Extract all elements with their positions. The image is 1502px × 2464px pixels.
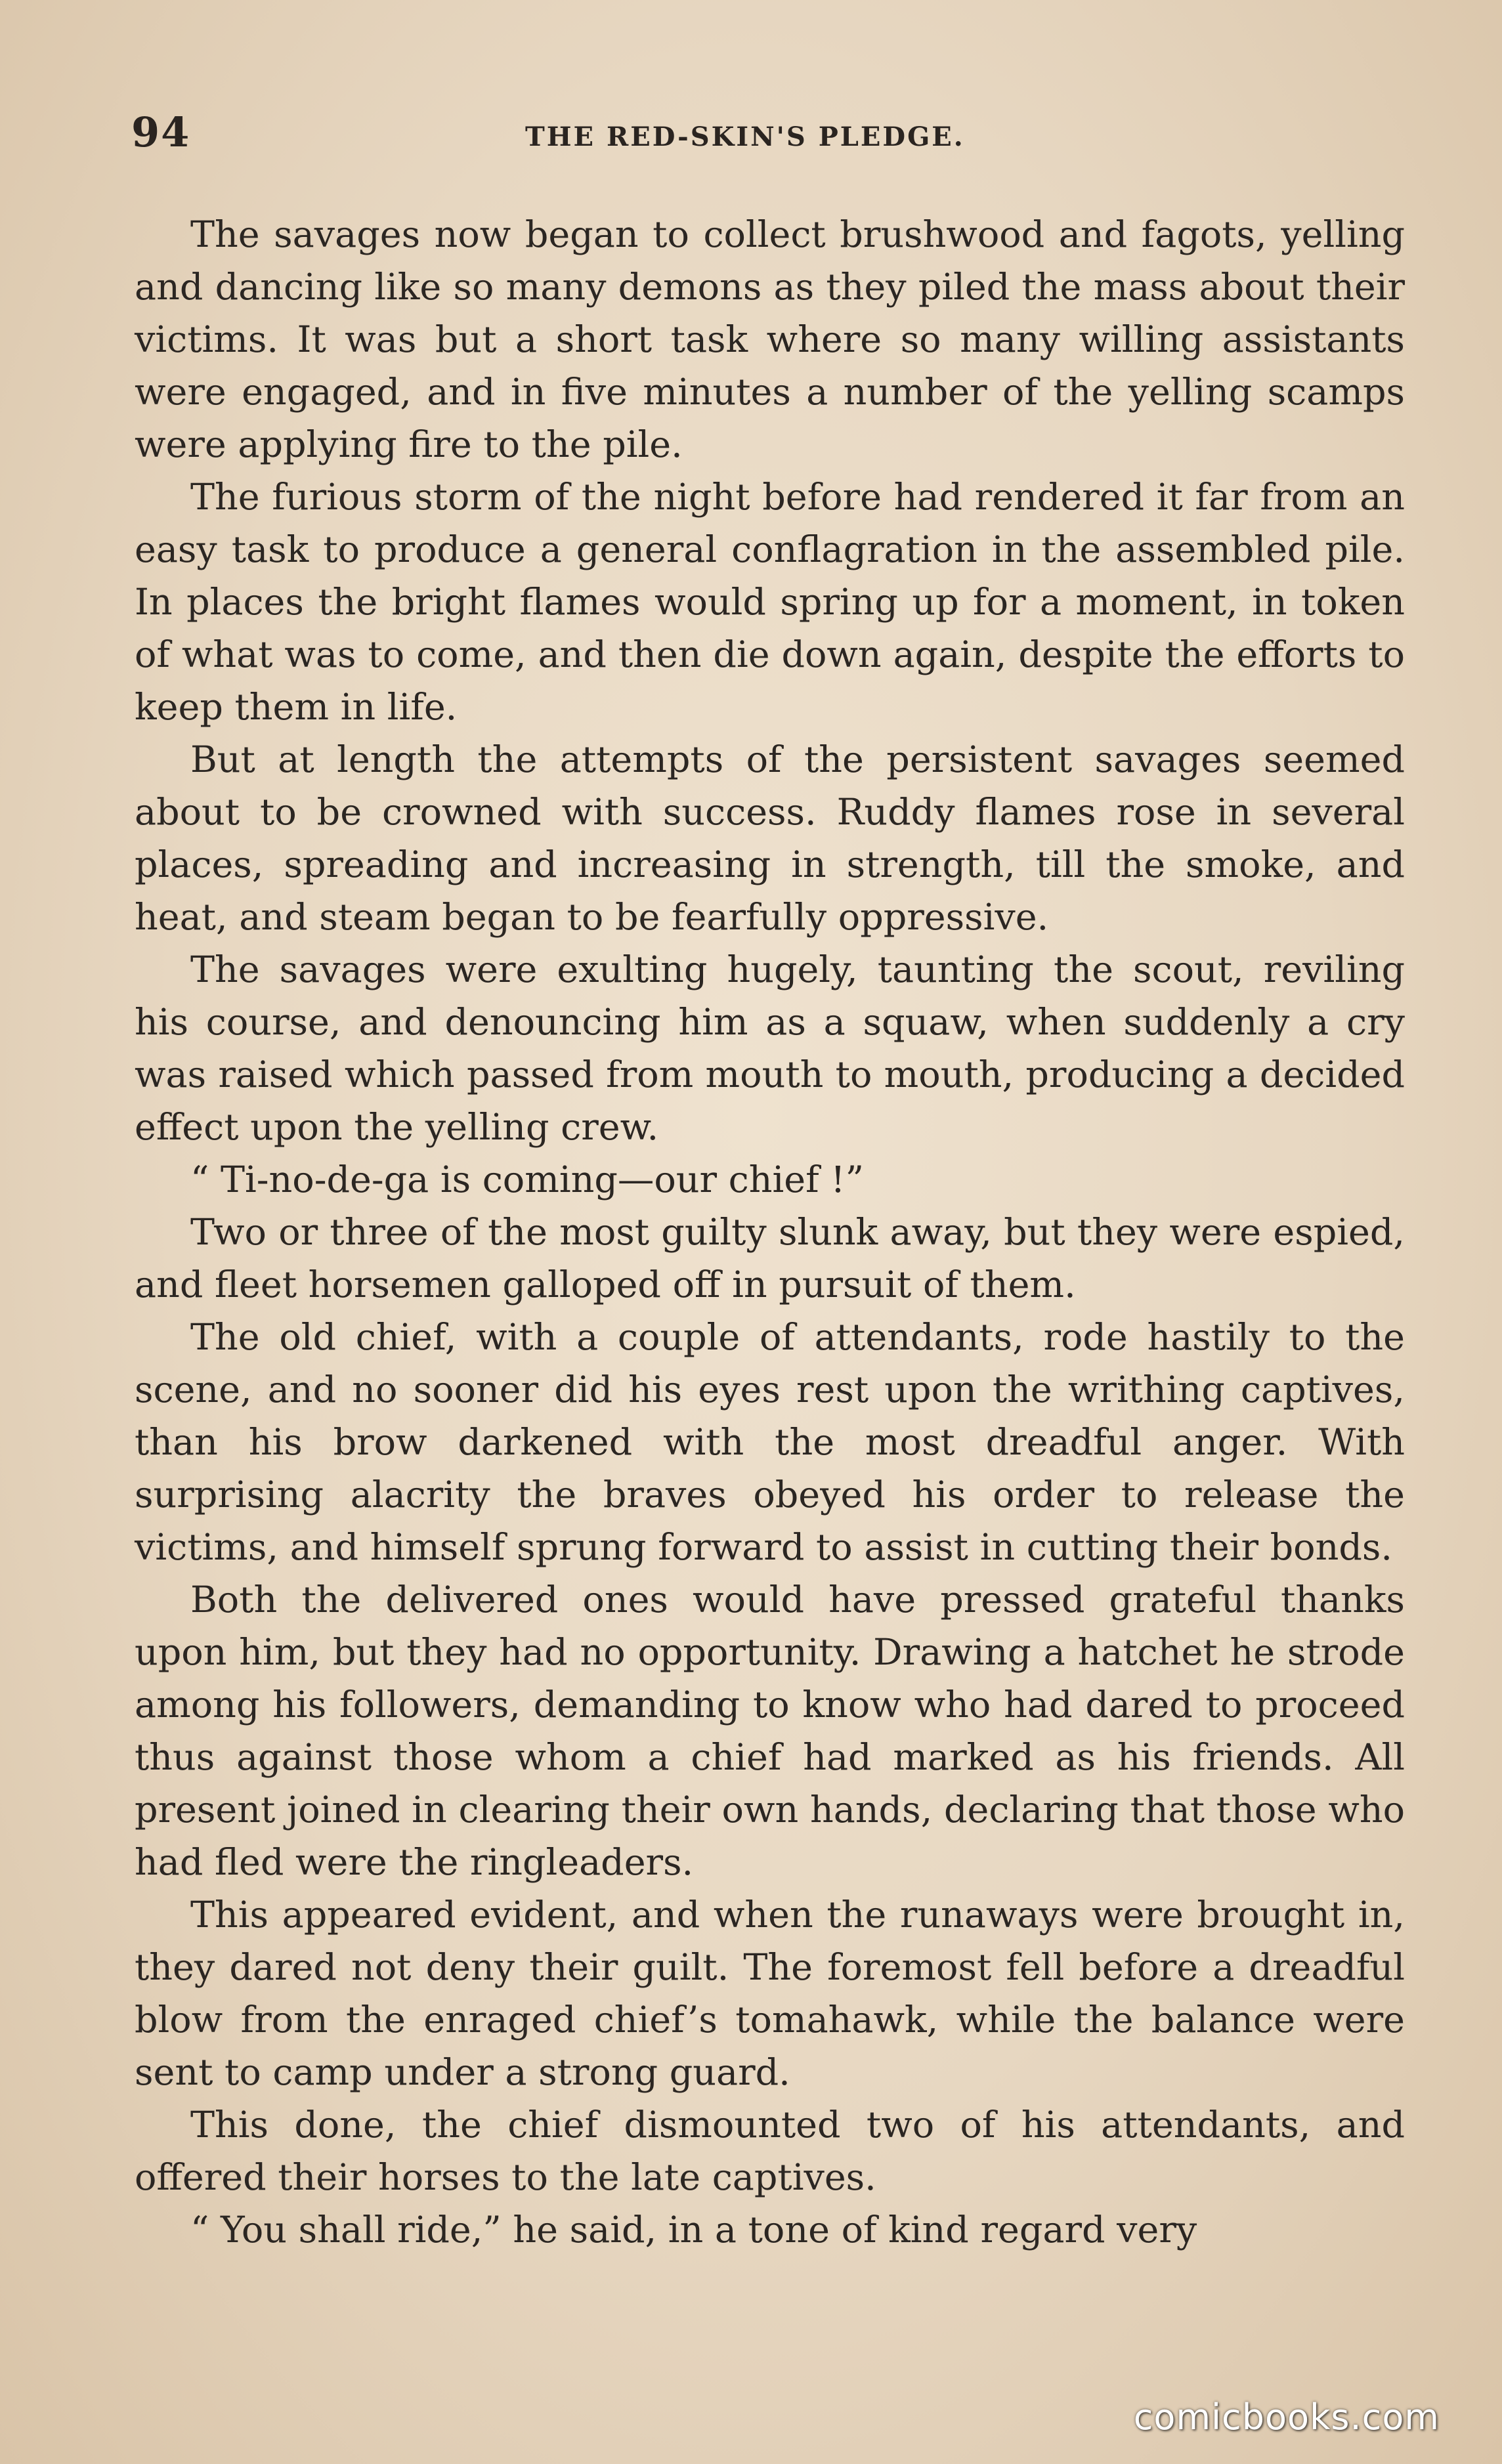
watermark: comicbooks.com [1133,2396,1440,2438]
page-number: 94 [131,108,191,156]
paragraph: The furious storm of the night before had rendered it far from an easy task to produce a general conflagration in the assembled pile. In places the bright flames would spring up for a moment, in token of what was to come, and then die down again, despite the efforts to keep them in life. [135,476,1405,729]
paragraph: “ Ti-no-de-ga is coming—our chief !” [190,1158,864,1201]
paragraph: The savages were exulting hugely, taunting the scout, reviling his course, and denouncing him as a squaw, when suddenly a cry was raised which passed from mouth to mouth, producing a decided effect upon the yelling crew. [135,948,1405,1149]
body-text [135,209,1405,2257]
page-header [131,108,1405,167]
paragraph: “ You shall ride,” he said, in a tone of kind regard very [190,2209,1197,2251]
paragraph: But at length the attempts of the persistent savages seemed about to be crowned with success. Ruddy flames rose in several places, spreading and increasing in strength, till the smoke, and heat, and steam began to be fearfully oppressive. [135,738,1405,939]
running-title: THE RED-SKIN'S PLEDGE. [525,121,965,152]
paragraph: The old chief, with a couple of attendants, rode hastily to the scene, and no sooner did his eyes rest upon the writhing captives, than his brow darkened with the most dreadful anger. With surprising alacrity the braves obeyed his order to release the victims, and himself sprung forward to assist in cutting their bonds. [135,1316,1405,1569]
paragraph: Both the delivered ones would have pressed grateful thanks upon him, but they had no opportunity. Drawing a hatchet he strode among his followers, demanding to know who had dared to proceed thus against those whom a chief had marked as his friends. All present joined in clearing their own hands, declaring that those who had fled were the ringleaders. [135,1579,1405,1884]
paragraph: Two or three of the most guilty slunk away, but they were espied, and fleet horsemen galloped off in pursuit of them. [135,1211,1405,1306]
paragraph: The savages now began to collect brushwood and fagots, yelling and dancing like so many demons as they piled the mass about their victims. It was but a short task where so many willing assistants were engaged, and in five minutes a number of the yelling scamps were applying fire to the pile. [135,213,1405,466]
paragraph: This appeared evident, and when the runaways were brought in, they dared not deny their guilt. The foremost fell before a dreadful blow from the enraged chief’s tomahawk, while the balance were sent to camp under a strong guard. [135,1894,1405,2094]
paragraph: This done, the chief dismounted two of his attendants, and offered their horses to the late captives. [135,2104,1405,2199]
